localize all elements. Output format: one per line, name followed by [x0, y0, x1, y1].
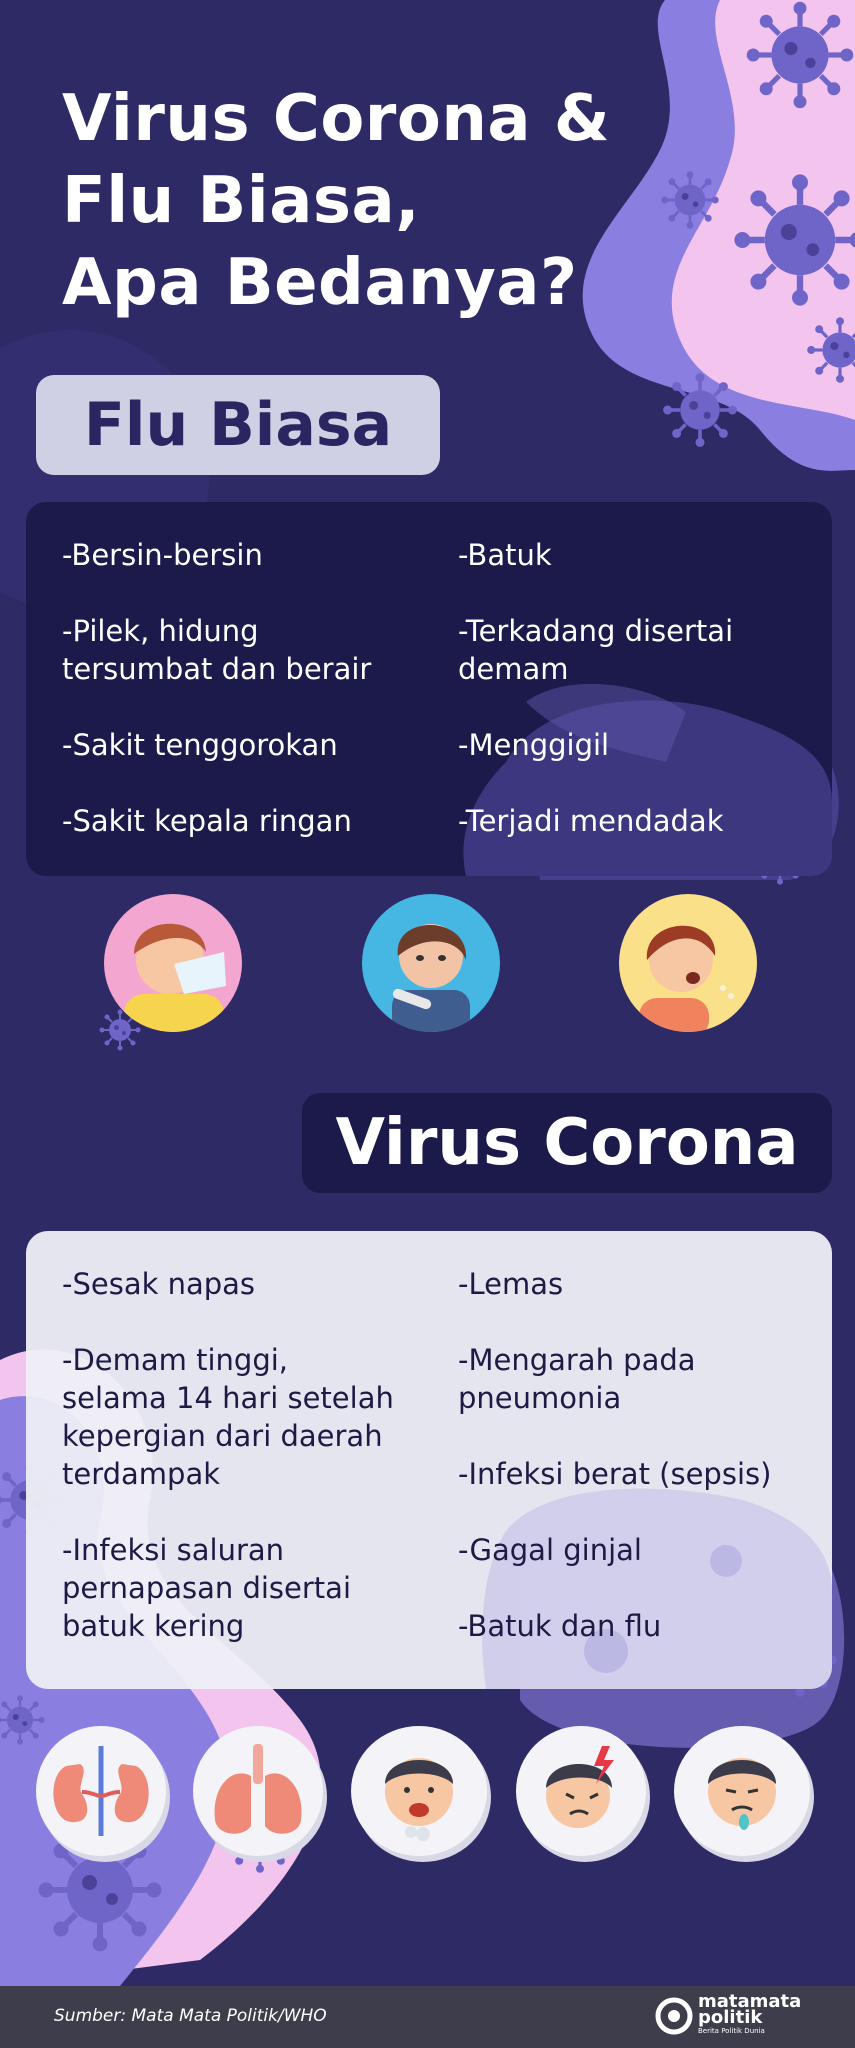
flu-symptom-fever: -Terkadang disertai — [458, 614, 734, 648]
page-title — [62, 78, 610, 324]
title-line-1: Virus Corona & — [62, 82, 611, 156]
sneezing-person-illustration — [104, 894, 242, 1032]
source-credit: Sumber: Mata Mata Politik/WHO — [54, 2006, 327, 2026]
flu-symptom-fever-cont: demam — [458, 652, 569, 686]
flu-symptom-runny-nose-cont: tersumbat dan berair — [62, 652, 372, 686]
coughing-person-icon — [619, 894, 757, 1032]
runny-nose-face-icon — [674, 1726, 810, 1856]
corona-symptom-pneumonia-2: pneumonia — [458, 1381, 622, 1415]
matamata-logo-icon — [654, 1996, 694, 2036]
flu-symptom-sudden-onset: -Terjadi mendadak — [458, 804, 724, 838]
corona-symptom-high-fever-3: kepergian dari daerah — [62, 1419, 383, 1453]
corona-symptom-respiratory-3: batuk kering — [62, 1609, 245, 1643]
flu-heading-text: Flu Biasa — [83, 390, 393, 460]
corona-symptom-high-fever: -Demam tinggi, — [62, 1343, 289, 1377]
footer — [0, 1986, 855, 2048]
fever-person-illustration — [362, 894, 500, 1032]
flu-symptom-sneezing: -Bersin-bersin — [62, 538, 263, 572]
corona-symptom-high-fever-2: selama 14 hari setelah — [62, 1381, 394, 1415]
corona-symptom-high-fever-4: terdampak — [62, 1457, 221, 1491]
headache-face-icon — [516, 1726, 646, 1856]
title-line-3: Apa Bedanya? — [62, 246, 578, 320]
flu-symptoms-panel — [26, 502, 832, 876]
lungs-illustration — [193, 1726, 323, 1856]
brand-logo — [698, 1991, 802, 2036]
flu-symptom-chills: -Menggigil — [458, 728, 610, 762]
logo-line-1: matamata — [698, 1991, 802, 2012]
flu-symptom-cough: -Batuk — [458, 538, 552, 572]
kidneys-icon — [36, 1726, 166, 1856]
breathless-face-icon — [351, 1726, 487, 1856]
corona-symptom-shortness-breath: -Sesak napas — [62, 1267, 256, 1301]
flu-symptom-runny-nose: -Pilek, hidung — [62, 614, 259, 648]
flu-symptom-headache: -Sakit kepala ringan — [62, 804, 352, 838]
logo-tagline: Berita Politik Dunia — [698, 2027, 765, 2035]
kidney-illustration — [36, 1726, 166, 1856]
flu-symptom-sore-throat: -Sakit tenggorokan — [62, 728, 338, 762]
corona-symptom-sepsis: -Infeksi berat (sepsis) — [458, 1457, 772, 1491]
fever-person-icon — [362, 894, 500, 1032]
sneezing-person-icon — [104, 894, 242, 1032]
lungs-icon — [193, 1726, 323, 1856]
title-line-2: Flu Biasa, — [62, 164, 420, 238]
logo-line-2: politik — [698, 2007, 763, 2028]
corona-symptom-kidney-failure: -Gagal ginjal — [458, 1533, 642, 1567]
corona-symptom-pneumonia: -Mengarah pada — [458, 1343, 696, 1377]
corona-symptom-cough-flu: -Batuk dan flu — [458, 1609, 662, 1643]
corona-symptom-respiratory: -Infeksi saluran — [62, 1533, 285, 1567]
crying-face-illustration — [674, 1726, 810, 1856]
flu-section-heading — [36, 375, 440, 475]
corona-symptom-weakness: -Lemas — [458, 1267, 564, 1301]
corona-symptoms-panel — [26, 1231, 832, 1689]
corona-section-heading — [302, 1093, 832, 1193]
headache-face-illustration — [516, 1726, 646, 1856]
corona-symptom-respiratory-2: pernapasan disertai — [62, 1571, 352, 1605]
coughing-person-illustration — [619, 894, 757, 1032]
breathless-face-illustration — [351, 1726, 487, 1856]
corona-heading-text: Virus Corona — [335, 1106, 799, 1180]
